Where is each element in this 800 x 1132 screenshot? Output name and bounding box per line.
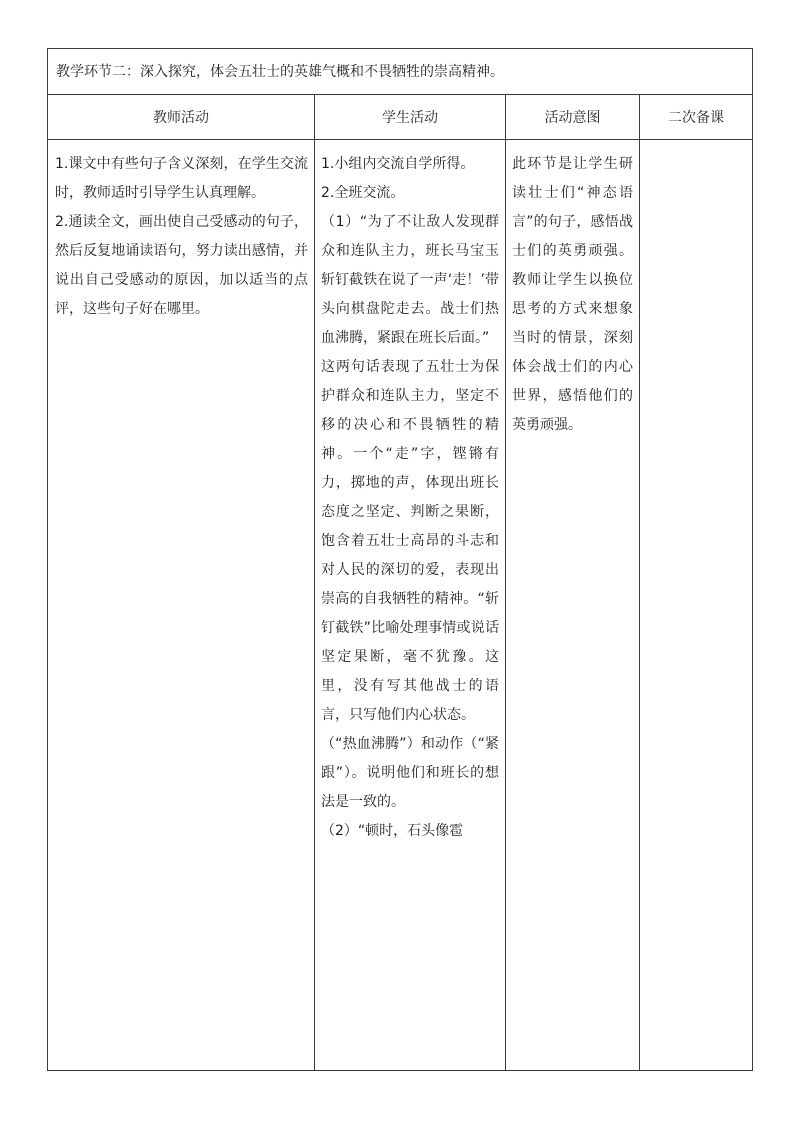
student-paragraph: （“热血沸腾”）和动作（“紧跟”）。说明他们和班长的想法是一致的。	[321, 736, 499, 810]
student-paragraph: （1）“为了不让敌人发现群众和连队主力，班长马宝玉斩钉截铁在说了一声‘走！’带头向棋盘陀走去。战士们热血沸腾，紧跟在班长后面。”	[321, 214, 499, 346]
student-paragraph: 1.小组内交流自学所得。	[321, 156, 475, 172]
teacher-activity-text	[48, 140, 314, 324]
section-title-row	[48, 49, 753, 95]
header-second-preparation: 二次备课	[640, 95, 753, 140]
student-activity-cell	[315, 140, 506, 1071]
teacher-paragraph: 1.课文中有些句子含义深刻，在学生交流时，教师适时引导学生认真理解。	[55, 156, 308, 201]
teacher-paragraph: 2.通读全文，画出使自己受感动的句子，然后反复地诵读语句，努力读出感情，并说出自己受感动的原因，加以适当的点评，这些句子好在哪里。	[55, 214, 308, 317]
student-paragraph: （2）“顿时，石头像雹	[321, 823, 464, 839]
header-row	[48, 95, 753, 140]
header-teacher-activity: 教师活动	[48, 95, 315, 140]
activity-intent-cell	[506, 140, 640, 1071]
student-paragraph: 这两句话表现了五壮士为保护群众和连队主力，坚定不移的决心和不畏牺牲的精神。一个“走”字，铿锵有力，掷地的声，体现出班长态度之坚定、判断之果断，饱含着五壮士高昂的斗志和对人民的深切的爱，表现出崇高的自我牺牲的精神。“斩钉截铁”比喻处理事情或说话坚定果断，毫不犹豫。这里，没有写其他战士的语言，只写他们内心状态。	[321, 359, 499, 723]
student-paragraph: 2.全班交流。	[321, 185, 405, 201]
activity-intent-text	[506, 140, 639, 440]
intent-paragraph: 此环节是让学生研读壮士们“神态语言”的句子，感悟战士们的英勇顽强。教师让学生以换位思考的方式来想象当时的情景，深刻体会战士们的内心世界，感悟他们的英勇顽强。	[512, 156, 633, 433]
lesson-plan-table	[47, 48, 753, 1071]
second-preparation-cell[interactable]	[640, 140, 753, 1071]
header-activity-intent: 活动意图	[506, 95, 640, 140]
section-title: 教学环节二：深入探究，体会五壮士的英雄气概和不畏牺牲的崇高精神。	[48, 49, 753, 95]
student-activity-text	[315, 140, 505, 846]
teacher-activity-cell	[48, 140, 315, 1071]
header-student-activity: 学生活动	[315, 95, 506, 140]
content-row	[48, 140, 753, 1071]
second-preparation-text	[640, 140, 752, 150]
